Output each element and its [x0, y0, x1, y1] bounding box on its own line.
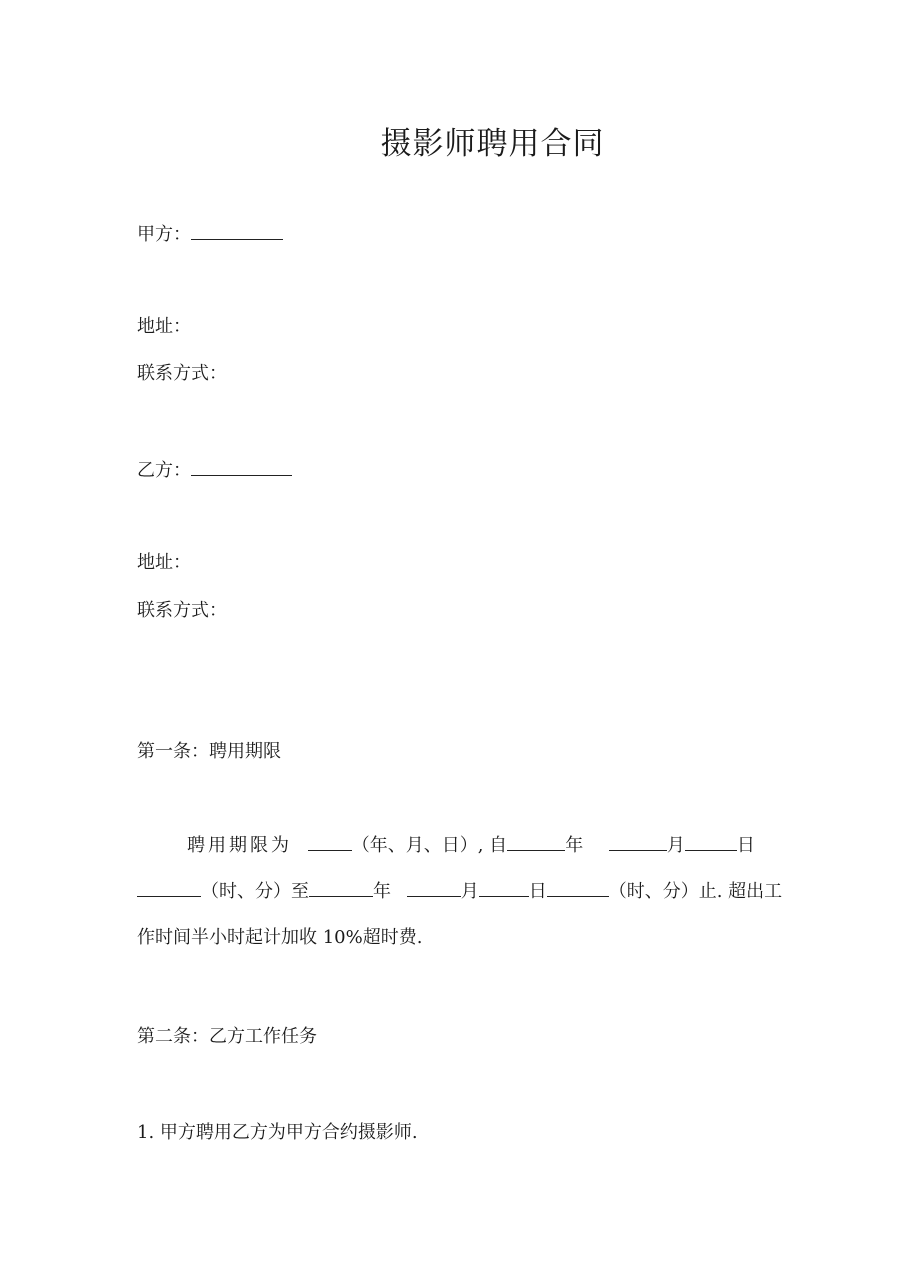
- start-day-blank[interactable]: [685, 832, 737, 851]
- start-time-blank[interactable]: [137, 878, 201, 897]
- article1-row2: [137, 869, 783, 915]
- article2-item1: 1. 甲方聘用乙方为甲方合约摄影师.: [137, 1122, 418, 1143]
- party-a-blank[interactable]: [191, 221, 283, 240]
- start-month-blank[interactable]: [609, 832, 667, 851]
- term-unit-text: （年、月、日）, 自: [351, 835, 508, 856]
- end-time-unit: （时、分）止. 超出工: [608, 881, 783, 902]
- start-year-blank[interactable]: [507, 832, 565, 851]
- party-a-label: 甲方：: [137, 224, 191, 245]
- end-year-label: 年: [373, 881, 391, 902]
- term-length-blank[interactable]: [308, 832, 352, 851]
- end-month-label: 月: [460, 881, 479, 902]
- month-label: 月: [666, 835, 685, 856]
- party-b-address: 地址：: [137, 552, 191, 573]
- party-a-contact: 联系方式：: [137, 363, 227, 384]
- end-day-blank[interactable]: [479, 878, 529, 897]
- article2-heading: 第二条：乙方工作任务: [137, 1026, 317, 1047]
- end-day-label: 日: [528, 881, 547, 902]
- term-text: 聘用期限为: [187, 835, 292, 856]
- end-year-blank[interactable]: [309, 878, 373, 897]
- article1-row3: 作时间半小时起计加收 10%超时费.: [137, 927, 423, 948]
- article1-heading: 第一条：聘用期限: [137, 741, 281, 762]
- party-a-line: [137, 221, 283, 247]
- party-b-label: 乙方：: [137, 460, 191, 481]
- article1-paragraph: [137, 823, 783, 961]
- article1-row1: [137, 823, 777, 869]
- end-time-blank[interactable]: [547, 878, 609, 897]
- end-month-blank[interactable]: [407, 878, 461, 897]
- document-title: 摄影师聘用合同: [380, 126, 605, 162]
- party-a-address: 地址：: [137, 316, 191, 337]
- party-b-line: [137, 457, 292, 483]
- party-b-contact: 联系方式：: [137, 600, 227, 621]
- start-time-unit: （时、分）至: [201, 881, 309, 902]
- day-label: 日: [736, 835, 755, 856]
- party-b-blank[interactable]: [191, 457, 292, 476]
- year-label: 年: [565, 835, 584, 856]
